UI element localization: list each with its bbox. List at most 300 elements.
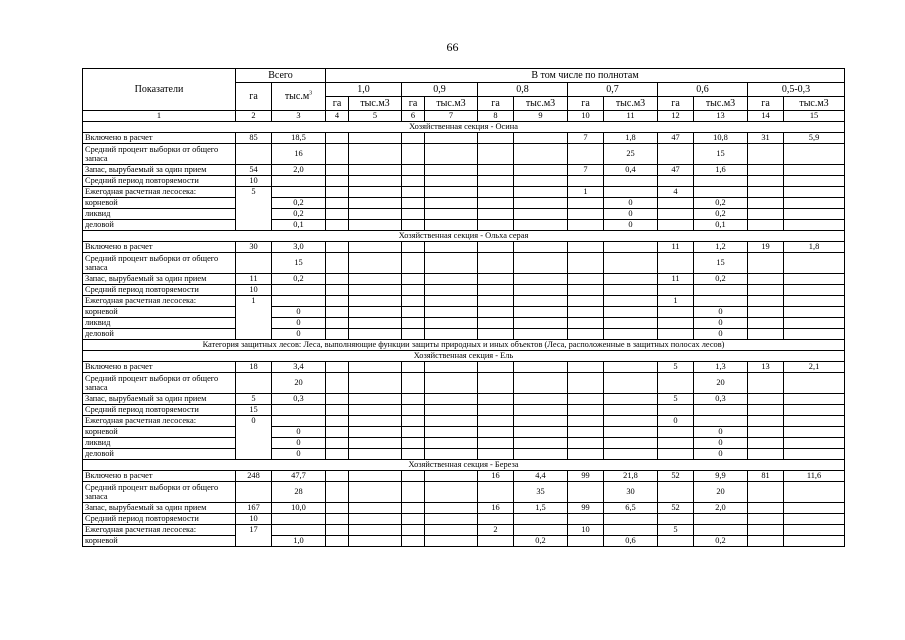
section-title: Хозяйственная секция - Осина (83, 122, 845, 133)
table-cell (658, 220, 694, 231)
column-number: 5 (349, 111, 402, 122)
table-cell (604, 449, 658, 460)
column-number: 8 (478, 111, 514, 122)
table-cell (748, 253, 784, 274)
table-cell (784, 285, 845, 296)
table-cell (748, 514, 784, 525)
row-label: Средний процент выборки от общего запаса (83, 144, 236, 165)
table-cell (748, 329, 784, 340)
table-row (83, 503, 845, 514)
table-cell (784, 307, 845, 318)
table-cell: 5 (236, 394, 272, 405)
table-cell: 2,1 (784, 362, 845, 373)
table-cell (478, 416, 514, 427)
table-cell (402, 482, 425, 503)
table-cell: 11 (236, 274, 272, 285)
table-cell (425, 416, 478, 427)
table-cell (658, 253, 694, 274)
table-cell: 47,7 (272, 471, 326, 482)
table-cell (272, 296, 326, 307)
table-cell (568, 427, 604, 438)
table-cell (784, 405, 845, 416)
table-cell (514, 253, 568, 274)
table-cell (349, 144, 402, 165)
table-cell (748, 536, 784, 547)
table-cell (568, 318, 604, 329)
row-label: Запас, вырубаемый за один прием (83, 394, 236, 405)
table-cell: 20 (694, 482, 748, 503)
section-title: Хозяйственная секция - Береза (83, 460, 845, 471)
table-cell (568, 285, 604, 296)
table-cell (349, 198, 402, 209)
table-cell (402, 274, 425, 285)
row-label: деловой (83, 449, 236, 460)
table-cell (658, 209, 694, 220)
table-cell (658, 307, 694, 318)
table-cell (402, 471, 425, 482)
table-cell: 3,0 (272, 242, 326, 253)
table-row (83, 144, 845, 165)
table-cell (425, 536, 478, 547)
table-cell (748, 318, 784, 329)
table-cell (568, 144, 604, 165)
table-cell (326, 144, 349, 165)
table-cell: 5 (658, 394, 694, 405)
table-cell: 0,2 (694, 198, 748, 209)
row-label: Средний процент выборки от общего запаса (83, 373, 236, 394)
table-cell: 1,3 (694, 362, 748, 373)
table-cell (748, 482, 784, 503)
table-cell (425, 503, 478, 514)
table-cell (694, 514, 748, 525)
table-row (83, 133, 845, 144)
table-cell (326, 525, 349, 536)
table-cell (349, 536, 402, 547)
table-cell (514, 144, 568, 165)
table-cell (658, 144, 694, 165)
row-label: Ежегодная расчетная лесосека: (83, 187, 236, 198)
table-cell (748, 394, 784, 405)
section-title: Хозяйственная секция - Ольха серая (83, 231, 845, 242)
table-cell (478, 285, 514, 296)
table-cell (568, 438, 604, 449)
table-cell: 81 (748, 471, 784, 482)
table-cell (326, 503, 349, 514)
table-row (83, 274, 845, 285)
table-cell (514, 318, 568, 329)
table-cell: 0,2 (514, 536, 568, 547)
row-label: Средний период повторяемости (83, 176, 236, 187)
table-cell (402, 405, 425, 416)
table-cell (326, 373, 349, 394)
table-row (83, 373, 845, 394)
row-label: ликвид (83, 209, 236, 220)
table-cell (349, 438, 402, 449)
table-cell (478, 242, 514, 253)
table-cell (425, 427, 478, 438)
table-cell (326, 165, 349, 176)
table-cell (402, 362, 425, 373)
table-cell: 0,2 (694, 274, 748, 285)
table-cell (349, 482, 402, 503)
table-cell (402, 525, 425, 536)
table-cell (748, 307, 784, 318)
table-cell (514, 362, 568, 373)
header-density-4: 0,7 (568, 83, 658, 97)
table-cell (604, 274, 658, 285)
row-label: корневой (83, 307, 236, 318)
table-cell (425, 394, 478, 405)
table-cell (349, 307, 402, 318)
row-label: Средний период повторяемости (83, 514, 236, 525)
table-cell: 7 (568, 165, 604, 176)
table-cell (748, 285, 784, 296)
header-sub-volume: тыс.м3 (784, 97, 845, 111)
table-cell: 0,3 (272, 394, 326, 405)
table-cell (568, 274, 604, 285)
table-cell (402, 220, 425, 231)
table-cell (514, 296, 568, 307)
table-cell (402, 296, 425, 307)
table-cell (478, 144, 514, 165)
table-cell (568, 329, 604, 340)
table-cell: 1,5 (514, 503, 568, 514)
table-cell (425, 482, 478, 503)
table-cell (349, 329, 402, 340)
table-cell (478, 318, 514, 329)
table-cell (748, 449, 784, 460)
table-cell (514, 198, 568, 209)
table-cell (514, 405, 568, 416)
table-cell (425, 242, 478, 253)
table-row (83, 449, 845, 460)
table-cell (425, 307, 478, 318)
header-sub-ha: га (568, 97, 604, 111)
table-cell: 11 (658, 274, 694, 285)
table-row (83, 285, 845, 296)
column-number: 14 (748, 111, 784, 122)
table-cell: 52 (658, 471, 694, 482)
table-cell (784, 209, 845, 220)
table-row (83, 536, 845, 547)
table-cell (514, 329, 568, 340)
table-cell (478, 536, 514, 547)
table-cell (326, 198, 349, 209)
table-cell: 1 (658, 296, 694, 307)
table-cell (349, 220, 402, 231)
table-cell (478, 198, 514, 209)
table-cell (784, 187, 845, 198)
column-number: 9 (514, 111, 568, 122)
table-cell (425, 209, 478, 220)
table-cell (326, 536, 349, 547)
table-cell: 15 (694, 253, 748, 274)
table-cell (748, 198, 784, 209)
table-cell: 6,5 (604, 503, 658, 514)
table-cell: 0 (272, 307, 326, 318)
table-cell (349, 318, 402, 329)
table-cell: 99 (568, 471, 604, 482)
table-cell: 47 (658, 165, 694, 176)
table-cell: 11 (658, 242, 694, 253)
table-cell (425, 329, 478, 340)
table-cell (326, 242, 349, 253)
table-cell (425, 405, 478, 416)
table-cell: 10,8 (694, 133, 748, 144)
table-cell (514, 133, 568, 144)
section-row (83, 460, 845, 471)
table-cell (349, 405, 402, 416)
table-cell (658, 318, 694, 329)
table-row (83, 307, 845, 318)
table-row (83, 438, 845, 449)
table-cell (326, 416, 349, 427)
column-number: 4 (326, 111, 349, 122)
table-cell (604, 394, 658, 405)
column-number: 7 (425, 111, 478, 122)
table-cell (784, 253, 845, 274)
row-label: корневой (83, 427, 236, 438)
header-sub-volume: тыс.м3 (604, 97, 658, 111)
table-cell: 16 (478, 471, 514, 482)
table-cell (568, 514, 604, 525)
category-line: Категория защитных лесов: Леса, выполняющие функции защиты природных и иных объектов (Леса, расположенные в защитных полосах лесов) (83, 340, 845, 351)
row-label: Включено в расчет (83, 362, 236, 373)
table-cell (784, 274, 845, 285)
table-cell: 17 (236, 525, 272, 547)
table-cell (349, 209, 402, 220)
table-cell: 0,2 (694, 536, 748, 547)
table-cell (784, 329, 845, 340)
header-sub-volume: тыс.м3 (694, 97, 748, 111)
table-cell (402, 503, 425, 514)
table-cell (514, 427, 568, 438)
table-row (83, 242, 845, 253)
table-cell (349, 449, 402, 460)
table-cell: 10,0 (272, 503, 326, 514)
table-cell: 5 (236, 187, 272, 231)
table-cell (694, 416, 748, 427)
table-cell (514, 165, 568, 176)
table-cell: 0 (694, 318, 748, 329)
row-label: Средний процент выборки от общего запаса (83, 482, 236, 503)
table-cell (604, 285, 658, 296)
table-cell (236, 373, 272, 394)
table-cell (694, 176, 748, 187)
table-row (83, 187, 845, 198)
table-row (83, 220, 845, 231)
table-cell (568, 209, 604, 220)
table-cell: 0 (694, 438, 748, 449)
table-cell (568, 176, 604, 187)
table-row (83, 253, 845, 274)
table-cell (514, 274, 568, 285)
table-cell: 4,4 (514, 471, 568, 482)
table-cell (748, 144, 784, 165)
row-label: корневой (83, 536, 236, 547)
header-total: Всего (236, 69, 326, 83)
table-cell (425, 296, 478, 307)
table-cell (694, 187, 748, 198)
table-cell (604, 307, 658, 318)
table-cell (658, 514, 694, 525)
table-cell: 5,9 (784, 133, 845, 144)
table-cell (402, 307, 425, 318)
table-row (83, 198, 845, 209)
column-number: 6 (402, 111, 425, 122)
table-cell: 1 (568, 187, 604, 198)
table-cell (604, 176, 658, 187)
table-cell (425, 220, 478, 231)
table-cell (514, 373, 568, 394)
header-sub-volume: тыс.м3 (349, 97, 402, 111)
table-cell (604, 405, 658, 416)
table-row (83, 525, 845, 536)
table-cell (349, 187, 402, 198)
table-cell (349, 285, 402, 296)
table-cell (272, 176, 326, 187)
column-number: 13 (694, 111, 748, 122)
table-cell: 15 (236, 405, 272, 416)
table-cell (784, 536, 845, 547)
table-cell (514, 176, 568, 187)
table-cell (748, 220, 784, 231)
table-cell: 1,8 (604, 133, 658, 144)
table-cell: 248 (236, 471, 272, 482)
table-cell (402, 285, 425, 296)
header-sub-ha: га (748, 97, 784, 111)
table-cell (402, 133, 425, 144)
row-label: Ежегодная расчетная лесосека: (83, 416, 236, 427)
table-cell: 25 (604, 144, 658, 165)
table-cell: 47 (658, 133, 694, 144)
section-row (83, 231, 845, 242)
table-cell (658, 198, 694, 209)
table-cell: 0 (272, 438, 326, 449)
table-cell (568, 536, 604, 547)
table-cell (694, 285, 748, 296)
table-cell (272, 514, 326, 525)
table-cell (402, 242, 425, 253)
table-cell (478, 438, 514, 449)
table-cell (326, 471, 349, 482)
table-cell: 15 (694, 144, 748, 165)
table-cell (478, 329, 514, 340)
table-cell (658, 405, 694, 416)
table-cell (478, 296, 514, 307)
table-cell (272, 525, 326, 536)
row-label: Включено в расчет (83, 133, 236, 144)
table-cell (568, 307, 604, 318)
table-cell: 30 (604, 482, 658, 503)
table-cell (604, 416, 658, 427)
table-cell: 2,0 (272, 165, 326, 176)
table-cell (604, 373, 658, 394)
table-cell: 10 (568, 525, 604, 536)
table-cell (425, 438, 478, 449)
table-cell (604, 253, 658, 274)
table-cell (694, 525, 748, 536)
table-cell (658, 482, 694, 503)
table-cell (658, 449, 694, 460)
header-including: В том числе по полнотам (326, 69, 845, 83)
table-cell (568, 482, 604, 503)
table-cell (568, 394, 604, 405)
allowable-cut-table (82, 68, 845, 547)
table-cell (604, 438, 658, 449)
table-cell: 0,4 (604, 165, 658, 176)
table-cell: 11,6 (784, 471, 845, 482)
table-row (83, 329, 845, 340)
table-cell: 30 (236, 242, 272, 253)
table-cell (349, 296, 402, 307)
table-cell (784, 449, 845, 460)
table-cell (514, 242, 568, 253)
table-cell (326, 329, 349, 340)
column-number: 3 (272, 111, 326, 122)
table-cell: 16 (272, 144, 326, 165)
table-cell (658, 427, 694, 438)
table-cell (784, 482, 845, 503)
table-cell: 19 (748, 242, 784, 253)
table-cell: 0,1 (272, 220, 326, 231)
table-cell (425, 176, 478, 187)
header-density-3: 0,8 (478, 83, 568, 97)
table-cell (349, 253, 402, 274)
table-cell (748, 209, 784, 220)
row-label: Ежегодная расчетная лесосека: (83, 296, 236, 307)
table-cell (478, 253, 514, 274)
table-cell (349, 525, 402, 536)
table-cell: 0 (272, 427, 326, 438)
table-cell (784, 296, 845, 307)
table-cell: 0 (272, 318, 326, 329)
table-cell: 0 (272, 449, 326, 460)
table-cell: 0 (236, 416, 272, 460)
table-cell (326, 285, 349, 296)
table-cell (402, 427, 425, 438)
table-cell: 35 (514, 482, 568, 503)
table-row (83, 296, 845, 307)
table-cell (402, 329, 425, 340)
table-row (83, 514, 845, 525)
table-cell: 7 (568, 133, 604, 144)
table-cell: 0 (694, 307, 748, 318)
table-cell (349, 373, 402, 394)
table-cell: 0 (694, 449, 748, 460)
table-cell (658, 329, 694, 340)
table-cell (425, 449, 478, 460)
table-cell: 0 (604, 209, 658, 220)
table-cell: 3,4 (272, 362, 326, 373)
table-cell: 10 (236, 176, 272, 187)
table-cell (402, 536, 425, 547)
table-cell: 20 (694, 373, 748, 394)
table-cell (748, 187, 784, 198)
table-row (83, 394, 845, 405)
table-row (83, 176, 845, 187)
table-cell: 0 (272, 329, 326, 340)
table-cell (478, 373, 514, 394)
column-number: 2 (236, 111, 272, 122)
table-cell (568, 253, 604, 274)
table-cell (694, 296, 748, 307)
table-cell (514, 514, 568, 525)
table-cell: 0,2 (272, 198, 326, 209)
table-cell (658, 285, 694, 296)
table-cell (425, 133, 478, 144)
table-cell: 0,6 (604, 536, 658, 547)
